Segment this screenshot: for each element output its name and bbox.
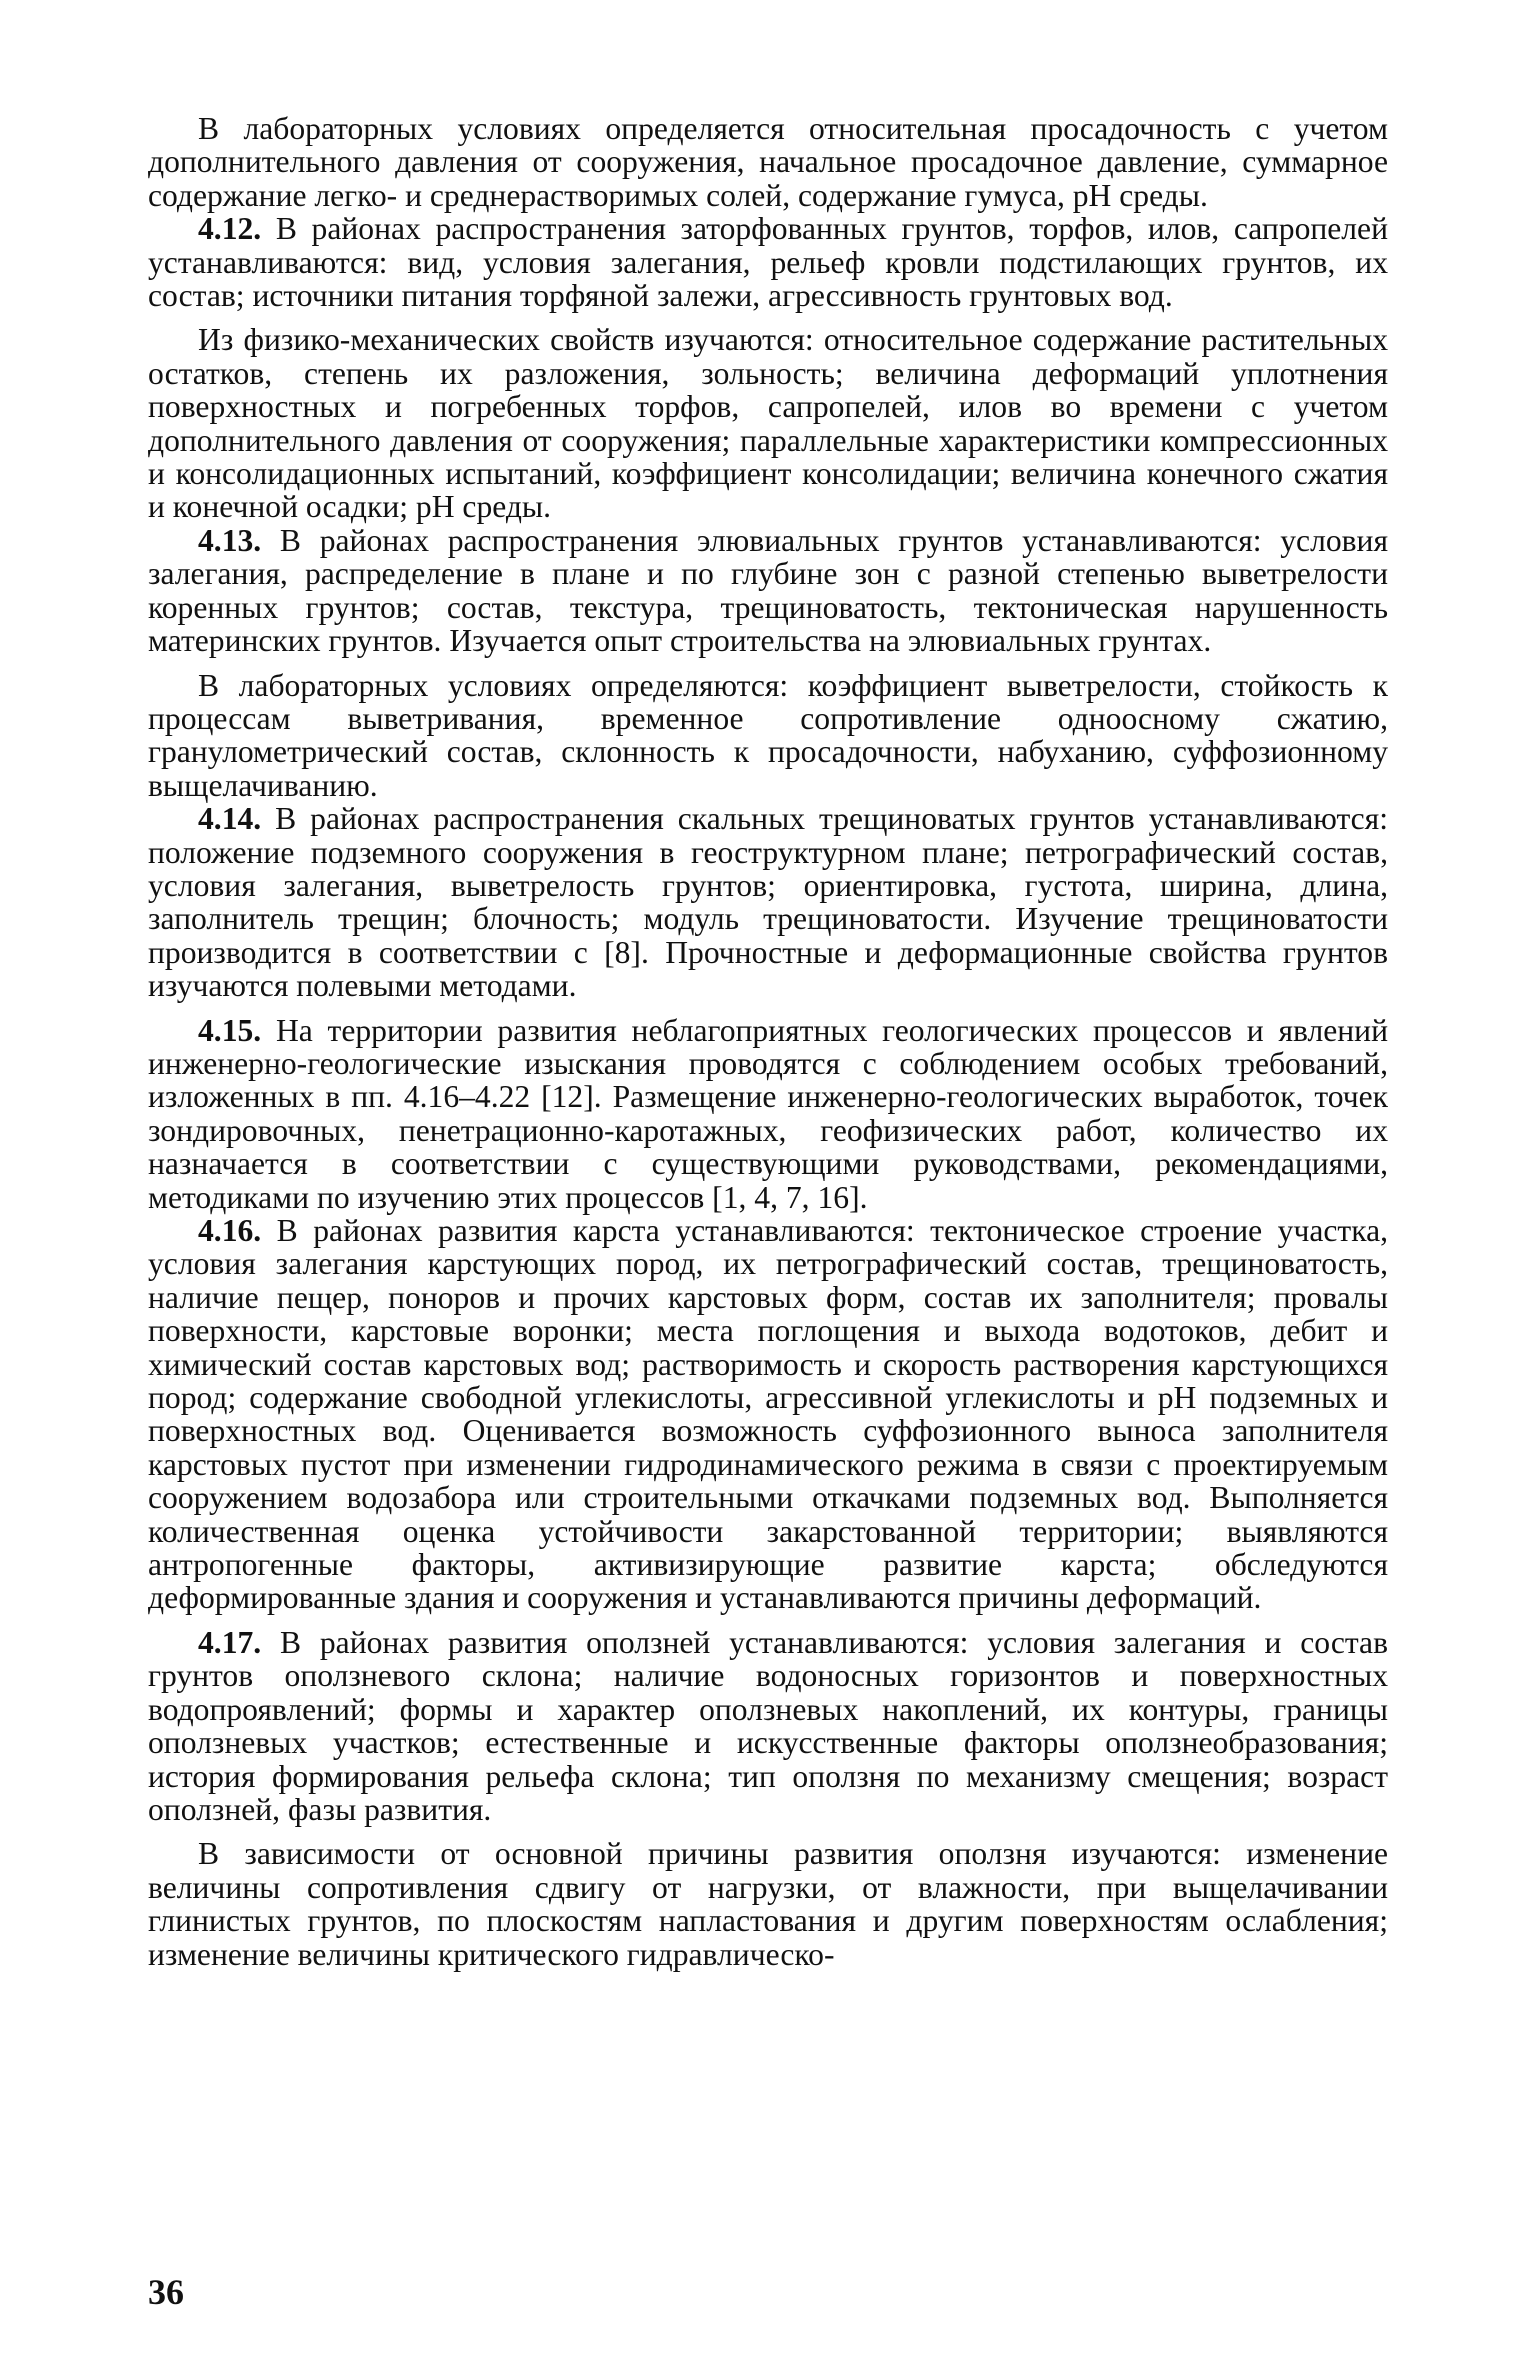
paragraph-text: В районах развития оползней устанавливаются: условия залегания и состав грунтов оползневого склона; наличие водоносных горизонтов и поверхностных водопроявлений; формы и характер оползневых накоплений, их контуры, границы оползневых участков; естественные и искусственные факторы оползнеобразования; история формирования рельефа склона; тип оползня по механизму смещения; возраст оползней, фазы развития. bbox=[148, 1624, 1388, 1827]
paragraph-lab-eluvial bbox=[148, 669, 1388, 803]
paragraph-text: В районах развития карста устанавливаются: тектоническое строение участка, условия залегания карстующих пород, их петрографический состав, трещиноватость, наличие пещер, понoров и прочих карстовых форм, состав их заполнителя; провалы поверхности, карстовые воронки; места поглощения и выхода водотоков, дебит и химический состав карстовых вод; растворимость и скорость растворения карстующихся пород; содержание свободной углекислоты, агрессивной углекислоты и pH подземных и поверхностных вод. Оценивается возможность суффозионного выноса заполнителя карстовых пустот при изменении гидродинамического режима в связи с проектируемым сооружением водозабора или строительными откачками подземных вод. Выполняется количественная оценка устойчивости закарстованной территории; выявляются антропогенные факторы, активизирующие развитие карста; обследуются деформированные здания и сооружения и устанавливаются причины деформаций. bbox=[148, 1213, 1388, 1616]
section-number: 4.15. bbox=[198, 1012, 262, 1048]
section-number: 4.17. bbox=[198, 1624, 262, 1660]
paragraph-lab-conditions bbox=[148, 112, 1388, 212]
paragraph-text: В лабораторных условиях определяется относительная просадочность с учетом дополнительного давления от сооружения, начальное просадочное давление, суммарное содержание легко- и среднерастворимых солей, содержание гумуса, pH среды. bbox=[148, 111, 1388, 213]
paragraph-text: В лабораторных условиях определяются: коэффициент выветрелости, стойкость к процессам выветривания, временное сопротивление одноосному сжатию, гранулометрический состав, склонность к просадочности, набуханию, суффозионному выщелачиванию. bbox=[148, 667, 1388, 803]
section-number: 4.16. bbox=[198, 1213, 262, 1248]
paragraph-text: В зависимости от основной причины развития оползня изучаются: изменение величины сопротивления сдвигу от нагрузки, от влажности, при выщелачивании глинистых грунтов, по плоскостям напластования и другим поверхностям ослабления; изменение величины критического гидравлическо- bbox=[148, 1836, 1388, 1972]
paragraph-physmech bbox=[148, 323, 1388, 523]
paragraph-4-13 bbox=[148, 524, 1388, 658]
paragraph-4-15 bbox=[148, 1014, 1388, 1214]
page-body bbox=[148, 112, 1388, 1971]
paragraph-text: На территории развития неблагоприятных геологических процессов и явлений инженерно-геологические изыскания проводятся с соблюдением особых требований, изложенных в пп. 4.16–4.22 [12]. Размещение инженерно-геологических выработок, точек зондировочных, пенетрационно-каротажных, геофизических работ, количество их назначается в соответствии с существующими руководствами, рекомендациями, методиками по изучению этих процессов [1, 4, 7, 16]. bbox=[148, 1012, 1388, 1215]
page-number: 36 bbox=[148, 2272, 184, 2312]
section-number: 4.14. bbox=[198, 801, 262, 837]
paragraph-4-14 bbox=[148, 802, 1388, 1002]
paragraph-4-16 bbox=[148, 1214, 1388, 1615]
paragraph-4-17 bbox=[148, 1626, 1388, 1826]
paragraph-4-12 bbox=[148, 212, 1388, 312]
paragraph-landslide-causes bbox=[148, 1837, 1388, 1971]
section-number: 4.12. bbox=[198, 211, 262, 247]
section-number: 4.13. bbox=[198, 522, 262, 558]
paragraph-text: В районах распространения элювиальных грунтов устанавливаются: условия залегания, распределение в плане и по глубине зон с разной степенью выветрелости коренных грунтов; состав, текстура, трещиноватость, тектоническая нарушенность материнских грунтов. Изучается опыт строительства на элювиальных грунтах. bbox=[148, 522, 1388, 659]
paragraph-text: В районах распространения скальных трещиноватых грунтов устанавливаются: положение подземного сооружения в геоструктурном плане; петрографический состав, условия залегания, выветрелость грунтов; ориентировка, густота, ширина, длина, заполнитель трещин; блочность; модуль трещиноватости. Изучение трещиноватости производится в соответствии с [8]. Прочностные и деформационные свойства грунтов изучаются полевыми методами. bbox=[148, 801, 1388, 1004]
paragraph-text: В районах распространения заторфованных грунтов, торфов, илов, сапропелей устанавливаются: вид, условия залегания, рельеф кровли подстилающих грунтов, их состав; источники питания торфяной залежи, агрессивность грунтовых вод. bbox=[148, 211, 1388, 314]
paragraph-text: Из физико-механических свойств изучаются: относительное содержание растительных остатков, степень их разложения, зольность; величина деформаций уплотнения поверхностных и погребенных торфов, сапропелей, илов во времени с учетом дополнительного давления от сооружения; параллельные характеристики компрессионных и консолидационных испытаний, коэффициент консолидации; величина конечного сжатия и конечной осадки; pH среды. bbox=[148, 322, 1388, 525]
